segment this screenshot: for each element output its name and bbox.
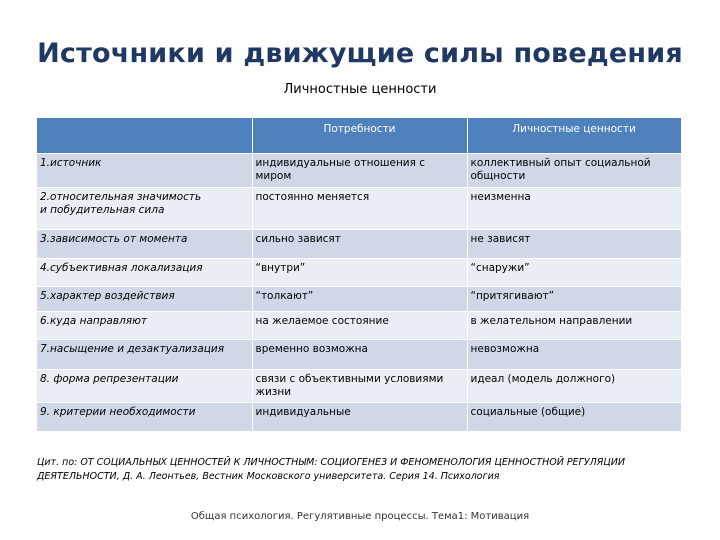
table-row (37, 340, 681, 370)
comparison-table (37, 118, 682, 431)
table-row (37, 403, 681, 431)
cell-criterion: 2.относительная значимость и побудительная сила (37, 188, 252, 230)
citation-text: Цит. по: ОТ СОЦИАЛЬНЫХ ЦЕННОСТЕЙ К ЛИЧНОСТНЫМ: СОЦИОГЕНЕЗ И ФЕНОМЕНОЛОГИЯ ЦЕННОСТНОЙ РЕГУЛЯЦИИ ДЕЯТЕЛЬНОСТИ, Д. А. Леонтьев, Вестник Московского университета. Серия 14. Психология (37, 457, 625, 482)
slide-subtitle: Личностные ценности (283, 82, 437, 97)
cell-needs: “толкают” (252, 287, 467, 312)
table-row (37, 259, 681, 287)
cell-values: коллективный опыт социальной общности (467, 154, 681, 188)
cell-needs: индивидуальные отношения с миром (252, 154, 467, 188)
cell-values: идеал (модель должного) (467, 370, 681, 403)
cell-values: не зависят (467, 230, 681, 259)
cell-criterion: 1.источник (37, 154, 252, 188)
cell-criterion: 7.насыщение и дезактуализация (37, 340, 252, 370)
cell-criterion: 4.субъективная локализация (37, 259, 252, 287)
cell-criterion: 5.характер воздействия (37, 287, 252, 312)
cell-needs: “внутри” (252, 259, 467, 287)
cell-criterion: 6.куда направляют (37, 312, 252, 340)
cell-needs: постоянно меняется (252, 188, 467, 230)
table-row (37, 370, 681, 403)
table-header-row (37, 118, 681, 154)
cell-needs: сильно зависят (252, 230, 467, 259)
cell-needs: связи с объективными условиями жизни (252, 370, 467, 403)
table-row (37, 287, 681, 312)
table-row (37, 312, 681, 340)
cell-criterion: 3.зависимость от момента (37, 230, 252, 259)
cell-criterion: 8. форма репрезентации (37, 370, 252, 403)
cell-values: в желательном направлении (467, 312, 681, 340)
cell-needs: индивидуальные (252, 403, 467, 431)
header-criterion (37, 118, 252, 154)
header-needs: Потребности (252, 118, 467, 154)
cell-values: социальные (общие) (467, 403, 681, 431)
slide-title: Источники и движущие силы поведения (37, 38, 683, 69)
table-row (37, 230, 681, 259)
cell-needs: временно возможна (252, 340, 467, 370)
cell-values: неизменна (467, 188, 681, 230)
table-row (37, 154, 681, 188)
cell-values: невозможна (467, 340, 681, 370)
table-row (37, 188, 681, 230)
cell-needs: на желаемое состояние (252, 312, 467, 340)
cell-criterion: 9. критерии необходимости (37, 403, 252, 431)
cell-values: “снаружи” (467, 259, 681, 287)
header-values: Личностные ценности (467, 118, 681, 154)
cell-values: “притягивают” (467, 287, 681, 312)
slide-footer: Общая психология. Регулятивные процессы. Тема1: Мотивация (190, 511, 530, 522)
